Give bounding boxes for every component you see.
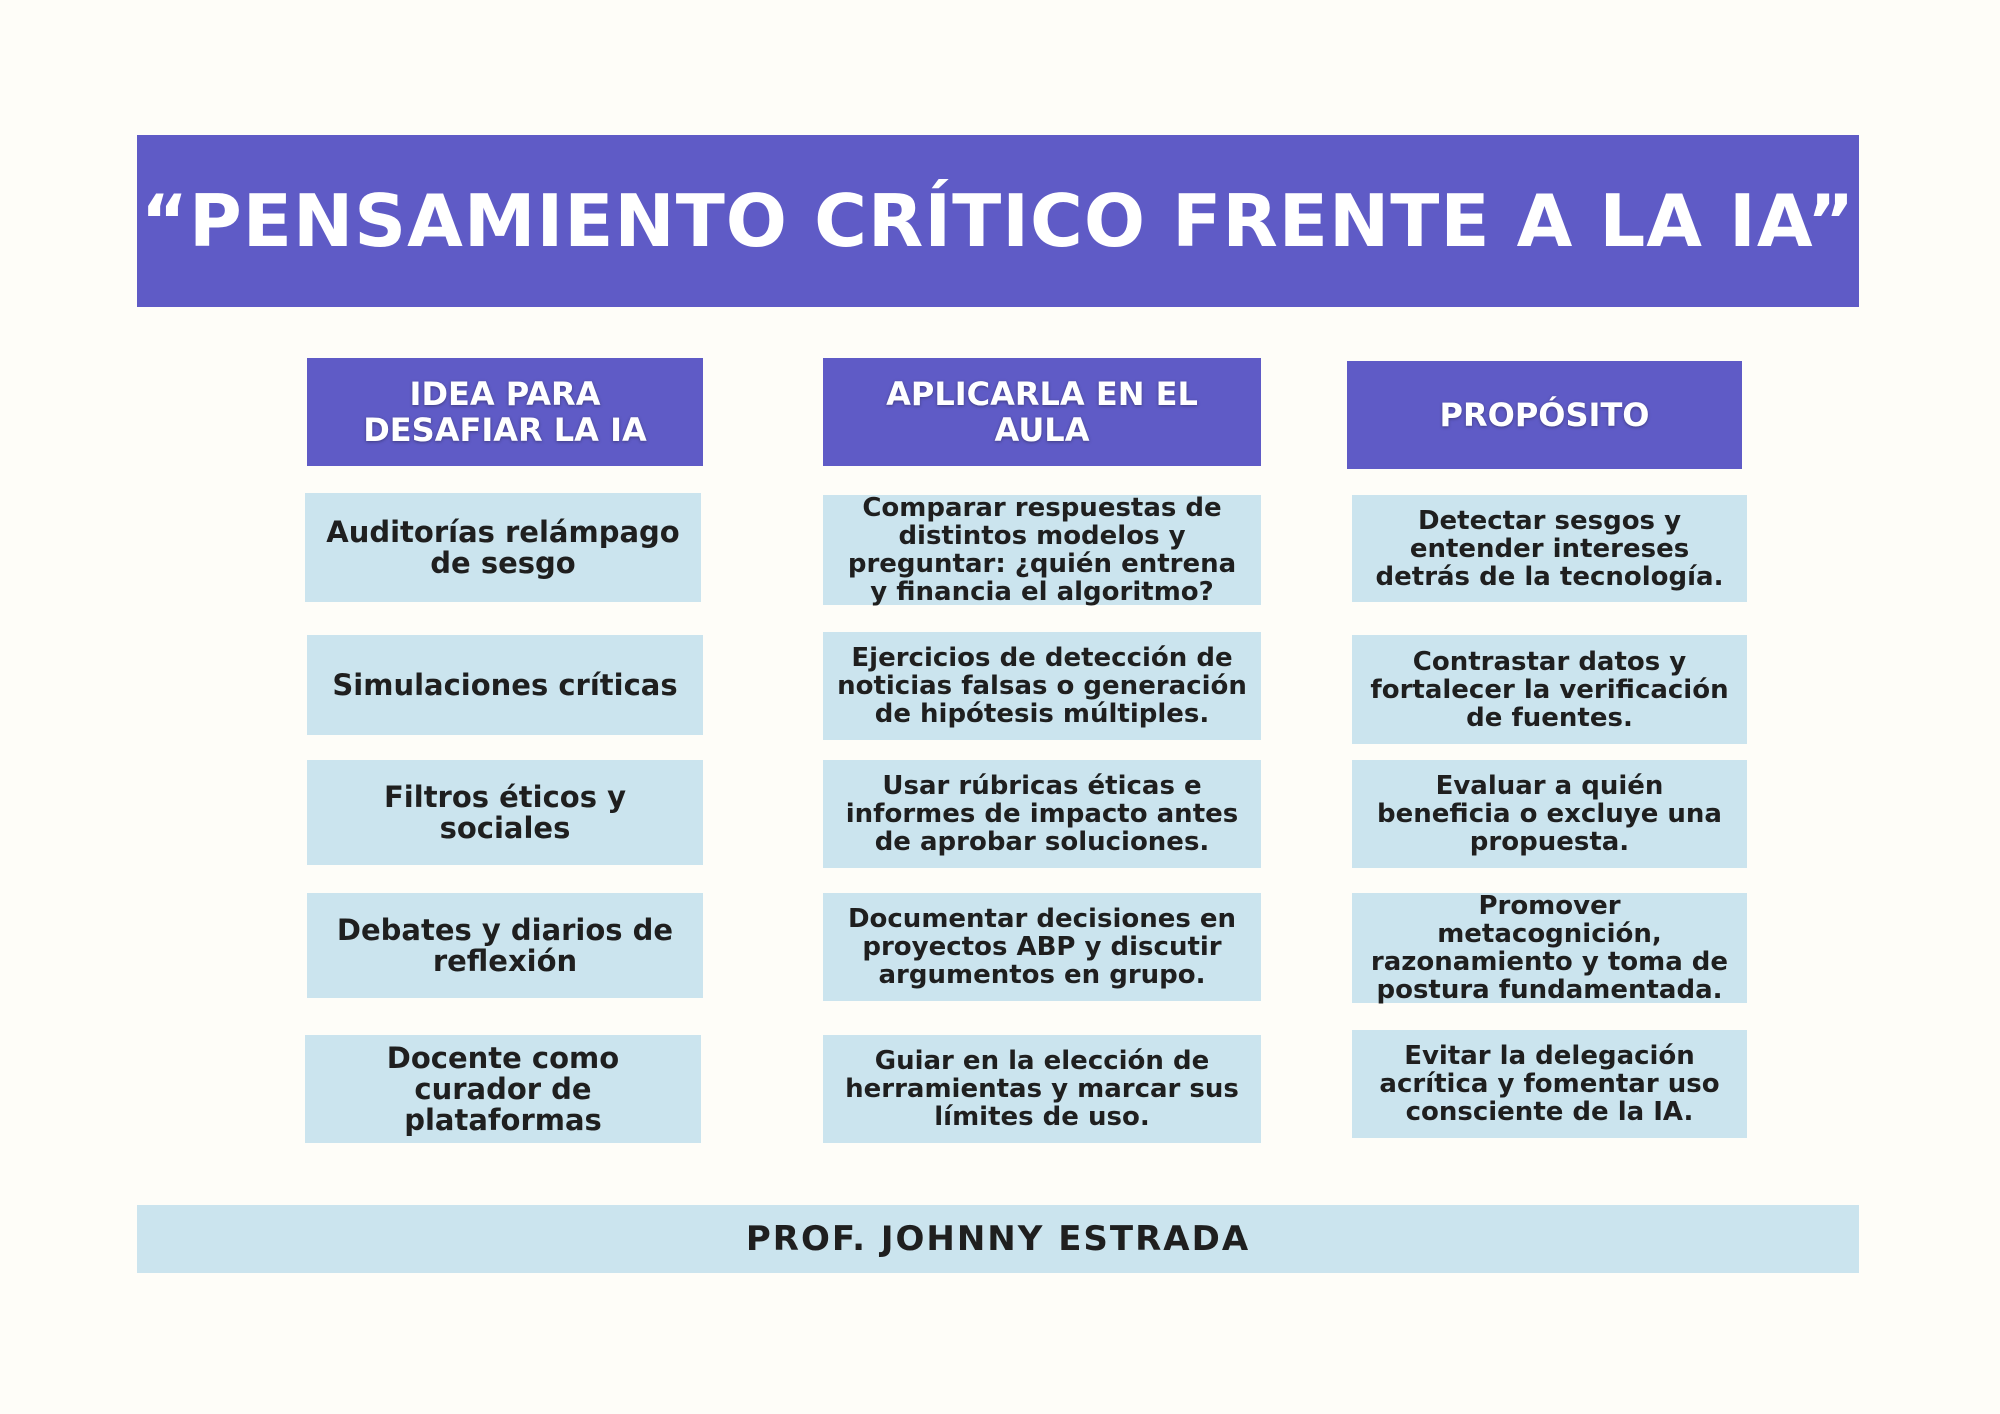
aplicar-cell-2: Ejercicios de detección de noticias falsas o generación de hipótesis múltiples. [823, 632, 1261, 740]
author-footer: PROF. JOHNNY ESTRADA [137, 1205, 1859, 1273]
page-title: “PENSAMIENTO CRÍTICO FRENTE A LA IA” [137, 135, 1859, 307]
proposito-cell-5: Evitar la delegación acrítica y fomentar uso consciente de la IA. [1352, 1030, 1747, 1138]
proposito-cell-1: Detectar sesgos y entender intereses detrás de la tecnología. [1352, 495, 1747, 602]
aplicar-cell-1: Comparar respuestas de distintos modelos y preguntar: ¿quién entrena y financia el algoritmo? [823, 495, 1261, 605]
idea-cell-4: Debates y diarios de reflexión [307, 893, 703, 998]
idea-cell-1: Auditorías relámpago de sesgo [305, 493, 701, 602]
aplicar-cell-4: Documentar decisiones en proyectos ABP y discutir argumentos en grupo. [823, 893, 1261, 1001]
idea-cell-5: Docente como curador de plataformas [305, 1035, 701, 1143]
proposito-cell-3: Evaluar a quién beneficia o excluye una propuesta. [1352, 760, 1747, 868]
idea-cell-3: Filtros éticos y sociales [307, 760, 703, 865]
proposito-cell-2: Contrastar datos y fortalecer la verificación de fuentes. [1352, 635, 1747, 744]
idea-cell-2: Simulaciones críticas [307, 635, 703, 735]
column-header-aplicar: APLICARLA EN EL AULA [823, 358, 1261, 466]
proposito-cell-4: Promover metacognición, razonamiento y toma de postura fundamentada. [1352, 893, 1747, 1003]
column-header-proposito: PROPÓSITO [1347, 361, 1742, 469]
column-header-idea: IDEA PARA DESAFIAR LA IA [307, 358, 703, 466]
aplicar-cell-3: Usar rúbricas éticas e informes de impacto antes de aprobar soluciones. [823, 760, 1261, 868]
aplicar-cell-5: Guiar en la elección de herramientas y marcar sus límites de uso. [823, 1035, 1261, 1143]
